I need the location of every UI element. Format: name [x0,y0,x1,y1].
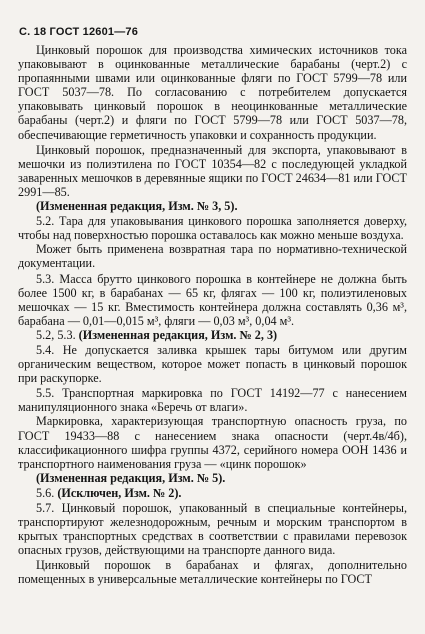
paragraph-packaging-batteries: Цинковый порошок для производства химических источников тока упаковывают в оцинкованные металлические барабаны (черт.2) с пропаянными швами или оцинкованные фляги по ГОСТ 5799—78 или ГОСТ 5037—78. По согласованию с потребителем допускается упаковывать цинковый порошок в неоцинкованные металлические барабаны (черт.2) и фляги по ГОСТ 5799—78 или ГОСТ 5037—78, обеспечивающие герметичность упаковки и сохранность продукции. [18,43,407,142]
page-header: С. 18 ГОСТ 12601—76 [19,26,139,38]
clause-5-2: 5.2. Тара для упаковывания цинкового порошка заполняется доверху, чтобы над поверхностью порошка оставалось как можно меньше воздуха. [18,214,407,243]
document-body [18,43,407,587]
clause-ref-5-6: 5.6. [36,485,58,500]
amendment-note-2-3: (Измененная редакция, Изм. № 2, 3) [78,327,278,342]
clause-ref-5-2-5-3: 5.2, 5.3. [36,327,79,342]
clause-5-4: 5.4. Не допускается заливка крышек тары битумом или другим органическим веществом, которое может попасть в цинковый порошок при раскупорке. [18,342,407,386]
amendment-note-5: (Измененная редакция, Изм. № 5). [36,470,226,485]
paragraph-export-packaging: Цинковый порошок, предназначенный для экспорта, упаковывают в мешочки из полиэтилена по ГОСТ 10354—82 с последующей укладкой заваренных мешочков в деревянные ящики по ГОСТ 24634—81 или ГОСТ 2991—85. [18,142,407,199]
clause-5-3: 5.3. Масса брутто цинкового порошка в контейнере не должна быть более 1500 кг, в барабанах — 65 кг, флягах — 100 кг, полиэтиленовых мешочках — 15 кг. Вместимость контейнера должна составлять 0,36 м³, барабана — 0,01—0,015 м³, фляги — 0,03 м³, 0,04 м³. [18,271,407,328]
paragraph-returnable-containers: Может быть применена возвратная тара по нормативно-технической документации. [18,242,407,271]
clause-5-6 [18,486,407,500]
clause-5-7: 5.7. Цинковый порошок, упакованный в специальные контейнеры, транспортируют железнодорожным, речным и морским транспортом в крытых транспортных средствах в соответствии с правилами перевозок опасных грузов, действующими на транспорте данного вида. [18,501,407,558]
paragraph-drums-containers: Цинковый порошок в барабанах и флягах, дополнительно помещенных в универсальные металлические контейнеры по ГОСТ [18,558,407,587]
excluded-note-2: (Исключен, Изм. № 2). [57,485,182,500]
amendment-note-3-5: (Измененная редакция, Изм. № 3, 5). [36,199,238,214]
clause-5-5: 5.5. Транспортная маркировка по ГОСТ 14192—77 с нанесением манипуляционного знака «Беречь от влаги». [18,386,407,415]
paragraph-hazard-marking: Маркировка, характеризующая транспортную опасность груза, по ГОСТ 19433—88 с нанесением знака опасности (черт.4в/4б), классификационного шифра группы 4372, серийного номера ООН 1436 и транспортного наименования груза — «цинк порошок» [18,414,407,471]
amendment-line-5-2-5-3 [18,328,407,342]
